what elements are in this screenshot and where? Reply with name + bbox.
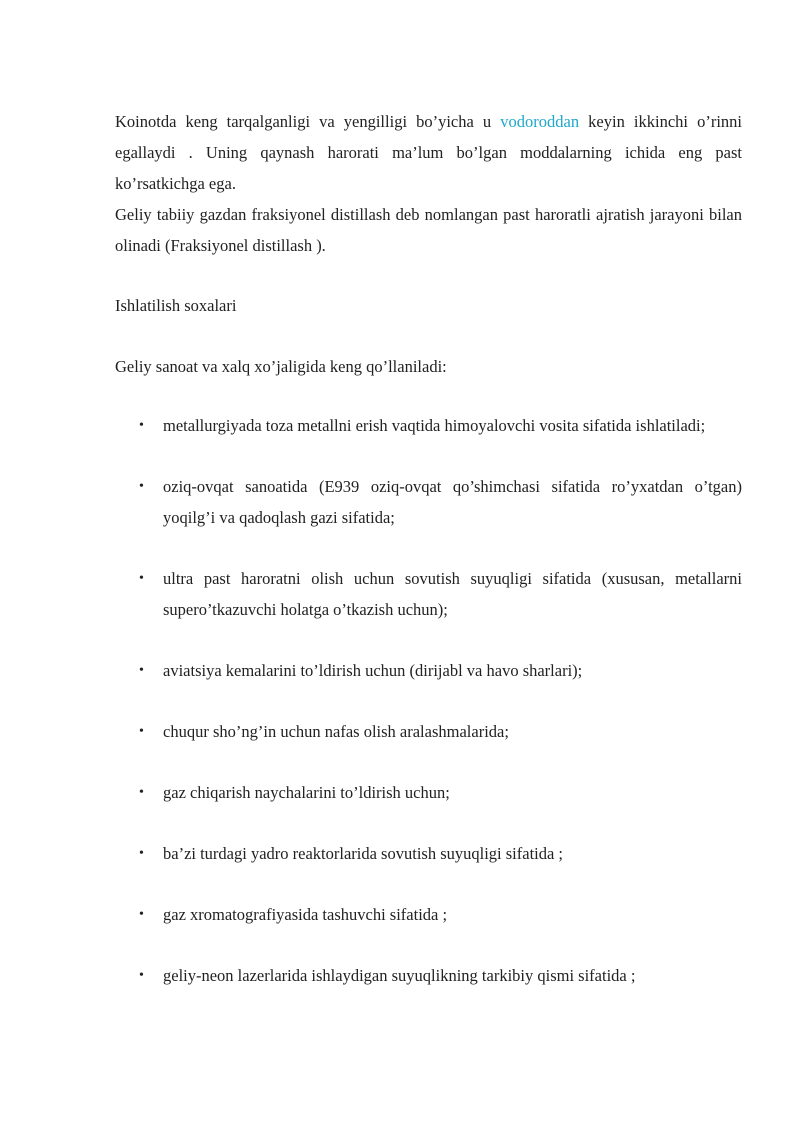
list-item-text: metallurgiyada toza metallni erish vaqtida himoyalovchi vosita sifatida ishlatiladi; — [163, 416, 706, 435]
bullet-icon: • — [139, 663, 144, 678]
list-item-text: aviatsiya kemalarini to’ldirish uchun (dirijabl va havo sharlari); — [163, 661, 583, 680]
list-item — [115, 777, 742, 808]
bullet-icon: • — [139, 571, 144, 586]
list-item — [115, 563, 742, 625]
list-item-text: chuqur sho’ng’in uchun nafas olish aralashmalarida; — [163, 722, 509, 741]
document-body — [115, 106, 742, 1021]
intro-paragraph — [115, 106, 742, 199]
bullet-icon: • — [139, 479, 144, 494]
list-item-text: ultra past haroratni olish uchun sovutish suyuqligi sifatida (xususan, metallarni supero’tkazuvchi holatga o’tkazish uchun); — [163, 569, 742, 619]
list-item — [115, 716, 742, 747]
list-item — [115, 899, 742, 930]
bullet-icon: • — [139, 846, 144, 861]
list-item — [115, 471, 742, 533]
list-item-text: oziq-ovqat sanoatida (E939 oziq-ovqat qo’shimchasi sifatida ro’yxatdan o’tgan) yoqilg’i va qadoqlash gazi sifatida; — [163, 477, 742, 527]
bullet-icon: • — [139, 968, 144, 983]
list-item — [115, 655, 742, 686]
bullet-icon: • — [139, 418, 144, 433]
list-item — [115, 960, 742, 991]
bullet-icon: • — [139, 724, 144, 739]
list-item — [115, 838, 742, 869]
bullet-icon: • — [139, 785, 144, 800]
list-item-text: geliy-neon lazerlarida ishlaydigan suyuqlikning tarkibiy qismi sifatida ; — [163, 966, 636, 985]
bullet-icon: • — [139, 907, 144, 922]
list-item — [115, 410, 742, 441]
vodorod-link[interactable]: vodoroddan — [500, 112, 580, 131]
list-item-text: ba’zi turdagi yadro reaktorlarida sovutish suyuqligi sifatida ; — [163, 844, 564, 863]
list-item-text: gaz chiqarish naychalarini to’ldirish uchun; — [163, 783, 450, 802]
section-heading: Ishlatilish soxalari — [115, 296, 237, 315]
extraction-paragraph: Geliy tabiiy gazdan fraksiyonel distillash deb nomlangan past haroratli ajratish jarayoni bilan olinadi (Fraksiyonel distillash ). — [115, 205, 742, 255]
intro-text-end: keyin ikkinchi o’rinni egallaydi . Uning qaynash harorati ma’lum bo’lgan moddalarning ichida eng past ko’rsatkichga ega. — [115, 112, 742, 193]
uses-list — [115, 410, 742, 991]
intro-text-start: Koinotda keng tarqalganligi va yengilligi bo’yicha u — [115, 112, 501, 131]
list-item-text: gaz xromatografiyasida tashuvchi sifatida ; — [163, 905, 448, 924]
lead-paragraph: Geliy sanoat va xalq xo’jaligida keng qo’llaniladi: — [115, 357, 447, 376]
